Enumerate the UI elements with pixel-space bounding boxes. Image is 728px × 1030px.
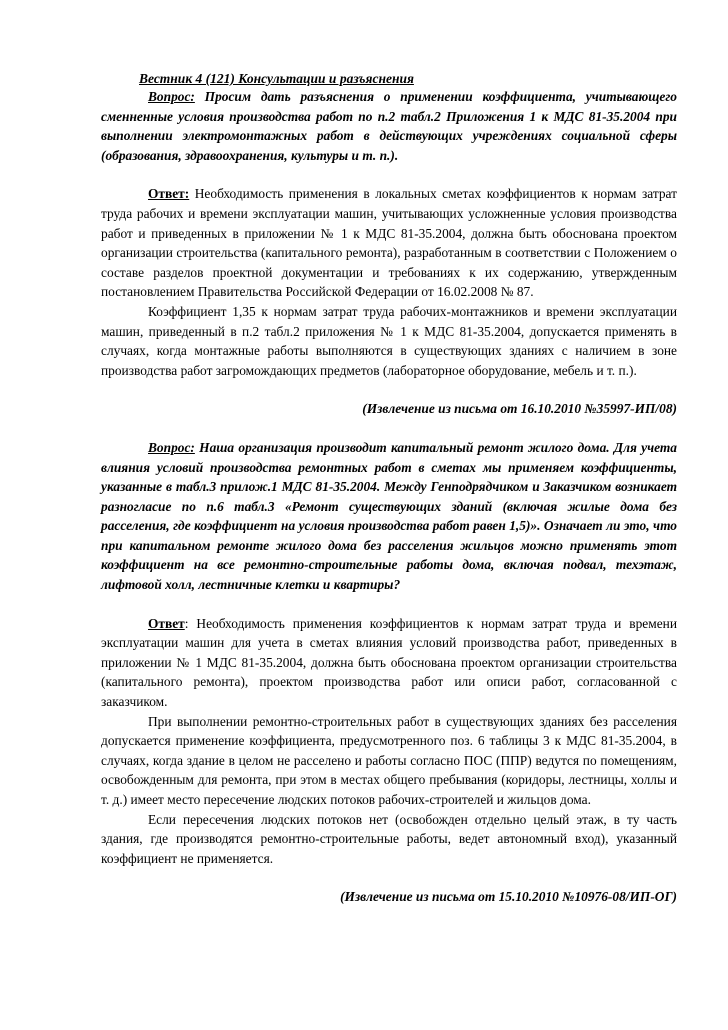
question-1-label: Вопрос: [148,89,195,104]
answer-2 [101,614,677,712]
answer-1-paragraph-2: Коэффициент 1,35 к нормам затрат труда рабочих-монтажников и времени эксплуатации машин, приведенный в п.2 табл.2 приложения № 1 к МДС 81-35.2004, допускается применять в случаях, когда монтажные работы выполняются в существующих зданиях с наличием в зоне производства работ загромождающих предметов (лабораторное оборудование, мебель и т. п.). [101,303,677,378]
document-body [101,70,677,907]
question-1-text: Просим дать разъяснения о применении коэффициента, учитывающего сменненные условия производства работ по п.2 табл.2 Приложения 1 к МДС 81-35.2004 при выполнении электромонтажных работ в действующих учреждениях социальной сферы (образования, здравоохранения, культуры и т. п.). [101,89,677,163]
page-header: Вестник 4 (121) Консультации и разъяснения [139,71,414,86]
question-2-label: Вопрос: [148,439,195,455]
question-1 [101,87,677,165]
answer-1 [101,184,677,302]
answer-2-paragraph-3: Если пересечения людских потоков нет (освобожден отдельно целый этаж, в ту часть здания, где производятся ремонтно-строительные работы, ведет автономный вход), указанный коэффициент не применяется. [101,811,677,866]
answer-2-label: Ответ [148,615,185,631]
question-2 [101,438,677,595]
source-1: (Извлечение из письма от 16.10.2010 №35997-ИП/08) [362,401,677,417]
source-2: (Извлечение из письма от 15.10.2010 №10976-08/ИП-ОГ) [340,889,677,905]
answer-2-text: : Необходимость применения коэффициентов к нормам затрат труда и времени эксплуатации машин для учета в сметах влияния условий производства работ, приведенных в приложении № 1 МДС 81-35.2004, должна быть обоснована проектом организации строительства (капитального ремонта), проектом производства работ или описи работ, согласованной с заказчиком. [101,615,677,710]
answer-1-label: Ответ: [148,186,190,202]
answer-1-text: Необходимость применения в локальных сметах коэффициентов к нормам затрат труда рабочих и времени эксплуатации машин, учитывающих усложненные условия производства работ и приведенных в приложении № 1 к МДС 81-35.2004, должна быть обоснована проектом организации строительства (капитального ремонта), разработанным в соответствии с Положением о составе разделов проектной документации и требованиях к их содержанию, утвержденным постановлением Правительства Российской Федерации от 16.02.2008 № 87. [101,186,677,300]
answer-2-paragraph-2: При выполнении ремонтно-строительных работ в существующих зданиях без расселения допускается применение коэффициента, предусмотренного поз. 6 таблицы 3 к МДС 81-35.2004, в случаях, когда здание в целом не расселено и работы согласно ПОС (ППР) ведутся по помещениям, освобожденным для ремонта, при этом в местах общего пребывания (коридоры, лестницы, холлы и т. д.) имеет место пересечение людских потоков рабочих-строителей и жильцов дома. [101,713,677,807]
question-2-text: Наша организация производит капитальный ремонт жилого дома. Для учета влияния условий производства ремонтных работ в сметах мы применяем коэффициенты, указанные в табл.3 прилож.1 МДС 81-35.2004. Между Генподрядчиком и Заказчиком возникает разногласие по п.6 табл.3 «Ремонт существующих зданий (включая жилые дома без расселения, где коэффициент на условия производства работ равен 1,5)». Означает ли это, что при капитальном ремонте жилого дома без расселения жильцов можно применять этот коэффициент на все ремонтно-строительные работы дома, включая подвал, техэтаж, лифтовой холл, лестничные клетки и квартиры? [101,439,677,593]
